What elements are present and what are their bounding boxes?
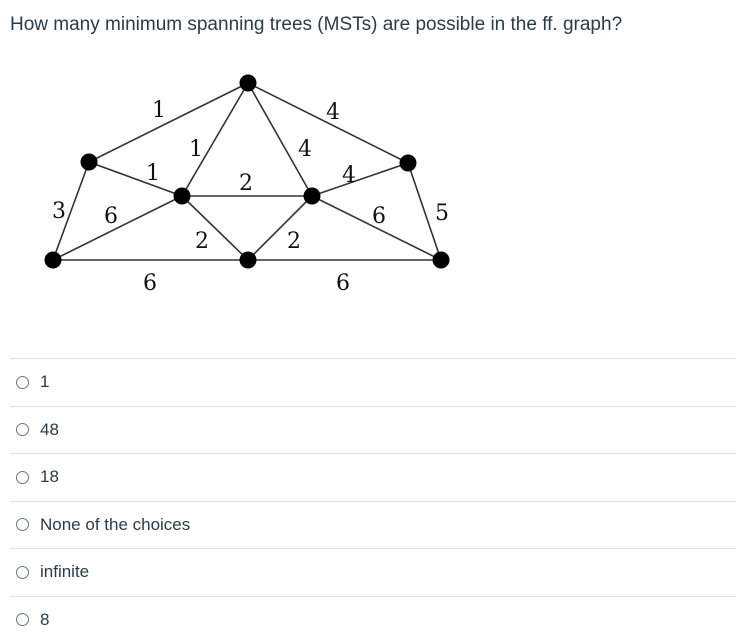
weight-label: 5 (435, 201, 449, 226)
answer-option-1[interactable] (10, 358, 736, 406)
weight-label: 6 (104, 204, 118, 229)
radio-button[interactable] (16, 518, 29, 531)
answer-option-none-of-the-choices[interactable] (10, 501, 736, 549)
answer-label[interactable]: 18 (40, 467, 59, 487)
node-bottom-right (433, 252, 450, 269)
weight-label: 3 (52, 199, 66, 224)
weight-label: 1 (152, 98, 166, 123)
weight-label: 4 (326, 100, 340, 125)
node-bottom-mid (240, 252, 257, 269)
edge-bottom-mid-to-center-right (248, 196, 312, 260)
answer-label[interactable]: None of the choices (40, 514, 191, 534)
radio-button[interactable] (16, 376, 29, 389)
answer-label[interactable]: infinite (40, 562, 90, 582)
answer-label[interactable]: 8 (40, 609, 50, 629)
weight-label: 4 (342, 163, 356, 188)
node-top (240, 75, 257, 92)
radio-button[interactable] (16, 423, 29, 436)
weight-label: 4 (298, 137, 312, 162)
weight-label: 2 (287, 229, 301, 254)
radio-button[interactable] (16, 566, 29, 579)
weight-label: 6 (336, 271, 350, 296)
weight-label: 1 (146, 161, 160, 186)
weight-label: 1 (189, 137, 203, 162)
answer-label[interactable]: 48 (40, 419, 59, 439)
answer-option-18[interactable] (10, 453, 736, 501)
weight-label: 2 (195, 229, 209, 254)
weight-label: 6 (143, 271, 157, 296)
answer-option-infinite[interactable] (10, 548, 736, 596)
graph-figure (36, 60, 466, 315)
answer-list (10, 358, 736, 643)
edge-center-right-to-right (312, 163, 408, 196)
node-bottom-left (45, 252, 62, 269)
answer-label[interactable]: 1 (40, 372, 50, 392)
node-right (400, 155, 417, 172)
weight-label: 6 (372, 204, 386, 229)
node-center-left (174, 188, 191, 205)
question-text: How many minimum spanning trees (MSTs) are possible in the ff. graph? (10, 14, 623, 35)
node-center-right (304, 188, 321, 205)
edge-left-to-center-left (89, 162, 182, 196)
answer-option-8[interactable] (10, 596, 736, 643)
radio-button[interactable] (16, 471, 29, 484)
radio-button[interactable] (16, 613, 29, 626)
graph-svg (36, 60, 466, 315)
weight-label: 2 (239, 171, 253, 196)
edge-center-left-to-bottom-mid (182, 196, 248, 260)
answer-option-48[interactable] (10, 406, 736, 454)
node-top-left (81, 154, 98, 171)
